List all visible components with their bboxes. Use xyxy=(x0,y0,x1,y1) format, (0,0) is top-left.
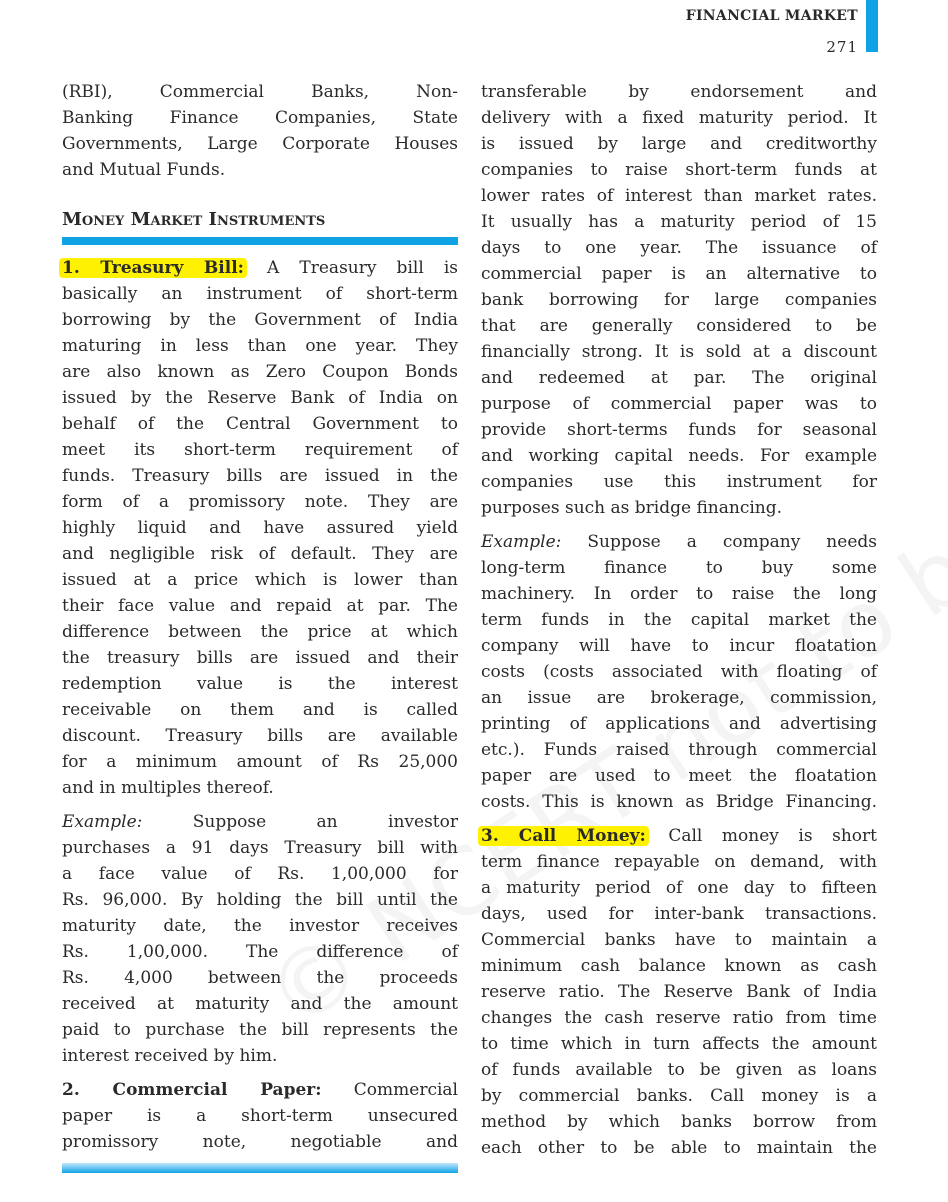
text-line: Commercial banks have to maintain a xyxy=(481,930,877,950)
text-line: discount. Treasury bills are available xyxy=(62,726,458,746)
text-line: by commercial banks. Call money is a xyxy=(481,1086,877,1106)
text-line: costs (costs associated with floating of xyxy=(481,662,877,682)
commercial-paper-term: 2. Commercial Paper: xyxy=(62,1080,322,1100)
commercial-paper-continued xyxy=(481,79,877,521)
text-line: machinery. In order to raise the long xyxy=(481,584,877,604)
text-line: commercial paper is an alternative to xyxy=(481,264,877,284)
text-line: received at maturity and the amount xyxy=(62,994,458,1014)
text-line: their face value and repaid at par. The xyxy=(62,596,458,616)
text-line: company will have to incur floatation xyxy=(481,636,877,656)
text-line: highly liquid and have assured yield xyxy=(62,518,458,538)
text-line: provide short-terms funds for seasonal xyxy=(481,420,877,440)
treasury-example-paragraph xyxy=(62,809,458,1069)
text-line: financially strong. It is sold at a discount xyxy=(481,342,877,362)
right-column xyxy=(481,79,877,1169)
text-run: Call money is short xyxy=(648,826,877,846)
running-header-title: FINANCIAL MARKET xyxy=(685,8,858,24)
text-line: delivery with a fixed maturity period. It xyxy=(481,108,877,128)
text-line: purchases a 91 days Treasury bill with xyxy=(62,838,458,858)
text-line: term finance repayable on demand, with xyxy=(481,852,877,872)
text-line: a maturity period of one day to fifteen xyxy=(481,878,877,898)
text-line xyxy=(62,1077,458,1103)
text-line: issued by the Reserve Bank of India on xyxy=(62,388,458,408)
text-line: etc.). Funds raised through commercial xyxy=(481,740,877,760)
text-line: that are generally considered to be xyxy=(481,316,877,336)
text-run: A Treasury bill is xyxy=(246,258,459,278)
text-line: promissory note, negotiable and xyxy=(62,1132,458,1152)
text-line: purposes such as bridge financing. xyxy=(481,498,783,518)
text-line: meet its short-term requirement of xyxy=(62,440,458,460)
text-line: redemption value is the interest xyxy=(62,674,458,694)
text-line: a face value of Rs. 1,00,000 for xyxy=(62,864,458,884)
text-line: Rs. 96,000. By holding the bill until the xyxy=(62,890,458,910)
text-line: funds. Treasury bills are issued in the xyxy=(62,466,458,486)
text-line: interest received by him. xyxy=(62,1046,278,1066)
text-line: for a minimum amount of Rs 25,000 xyxy=(62,752,458,772)
example-label: Example: xyxy=(62,812,143,832)
text-line: issued at a price which is lower than xyxy=(62,570,458,590)
text-line: bank borrowing for large companies xyxy=(481,290,877,310)
text-line: maturity date, the investor receives xyxy=(62,916,458,936)
treasury-bill-paragraph xyxy=(62,255,458,801)
page-number: 271 xyxy=(826,38,858,56)
text-line: companies use this instrument for xyxy=(481,472,877,492)
text-line: behalf of the Central Government to xyxy=(62,414,458,434)
text-line: basically an instrument of short-term xyxy=(62,284,458,304)
text-line: lower rates of interest than market rates. xyxy=(481,186,877,206)
text-line: and redeemed at par. The original xyxy=(481,368,877,388)
text-line: purpose of commercial paper was to xyxy=(481,394,877,414)
text-line: maturing in less than one year. They xyxy=(62,336,458,356)
text-line: paper is a short-term unsecured xyxy=(62,1106,458,1126)
call-money-term: 3. Call Money: xyxy=(478,826,649,846)
header-accent-bar xyxy=(866,0,878,52)
text-line: and working capital needs. For example xyxy=(481,446,877,466)
text-line: receivable on them and is called xyxy=(62,700,458,720)
text-line: and negligible risk of default. They are xyxy=(62,544,458,564)
text-line: to time which in turn affects the amount xyxy=(481,1034,877,1054)
commercial-paper-paragraph xyxy=(62,1077,458,1155)
text-line: companies to raise short-term funds at xyxy=(481,160,877,180)
text-run: Suppose an investor xyxy=(142,812,458,832)
text-line: difference between the price at which xyxy=(62,622,458,642)
call-money-paragraph xyxy=(481,823,877,1161)
text-line: the treasury bills are issued and their xyxy=(62,648,458,668)
text-line: an issue are brokerage, commission, xyxy=(481,688,877,708)
section-heading: Money Market Instruments xyxy=(62,209,326,230)
text-line: term funds in the capital market the xyxy=(481,610,877,630)
text-line: days to one year. The issuance of xyxy=(481,238,877,258)
text-line: Rs. 1,00,000. The difference of xyxy=(62,942,458,962)
text-line: each other to be able to maintain the xyxy=(481,1138,877,1158)
footer-accent-bar xyxy=(62,1163,458,1173)
text-line xyxy=(62,255,458,281)
text-line: form of a promissory note. They are xyxy=(62,492,458,512)
text-run: Commercial xyxy=(321,1080,458,1100)
text-line: paper are used to meet the floatation xyxy=(481,766,877,786)
text-line: It usually has a maturity period of 15 xyxy=(481,212,877,232)
example-label: Example: xyxy=(481,532,562,552)
text-line: changes the cash reserve ratio from time xyxy=(481,1008,877,1028)
text-line: of funds available to be given as loans xyxy=(481,1060,877,1080)
text-line: (RBI), Commercial Banks, Non- xyxy=(62,82,458,102)
text-line: printing of applications and advertising xyxy=(481,714,877,734)
text-line: Governments, Large Corporate Houses xyxy=(62,134,458,154)
heading-rule xyxy=(62,237,458,245)
intro-paragraph xyxy=(62,79,458,183)
text-line xyxy=(481,823,877,849)
text-line xyxy=(481,529,877,555)
text-line: Rs. 4,000 between the proceeds xyxy=(62,968,458,988)
text-line: borrowing by the Government of India xyxy=(62,310,458,330)
text-line: paid to purchase the bill represents the xyxy=(62,1020,458,1040)
text-line: Banking Finance Companies, State xyxy=(62,108,458,128)
text-line: transferable by endorsement and xyxy=(481,82,877,102)
text-line: days, used for inter-bank transactions. xyxy=(481,904,877,924)
text-line: and in multiples thereof. xyxy=(62,778,274,798)
treasury-bill-term: 1. Treasury Bill: xyxy=(59,258,247,278)
text-run: Suppose a company needs xyxy=(561,532,877,552)
text-line: long-term finance to buy some xyxy=(481,558,877,578)
text-line: minimum cash balance known as cash xyxy=(481,956,877,976)
text-line: is issued by large and creditworthy xyxy=(481,134,877,154)
text-line: and Mutual Funds. xyxy=(62,160,226,180)
text-line: are also known as Zero Coupon Bonds xyxy=(62,362,458,382)
commercial-example-paragraph xyxy=(481,529,877,815)
text-line: method by which banks borrow from xyxy=(481,1112,877,1132)
text-line: costs. This is known as Bridge Financing. xyxy=(481,792,877,812)
left-column xyxy=(62,79,458,1163)
text-line: reserve ratio. The Reserve Bank of India xyxy=(481,982,877,1002)
text-line xyxy=(62,809,458,835)
